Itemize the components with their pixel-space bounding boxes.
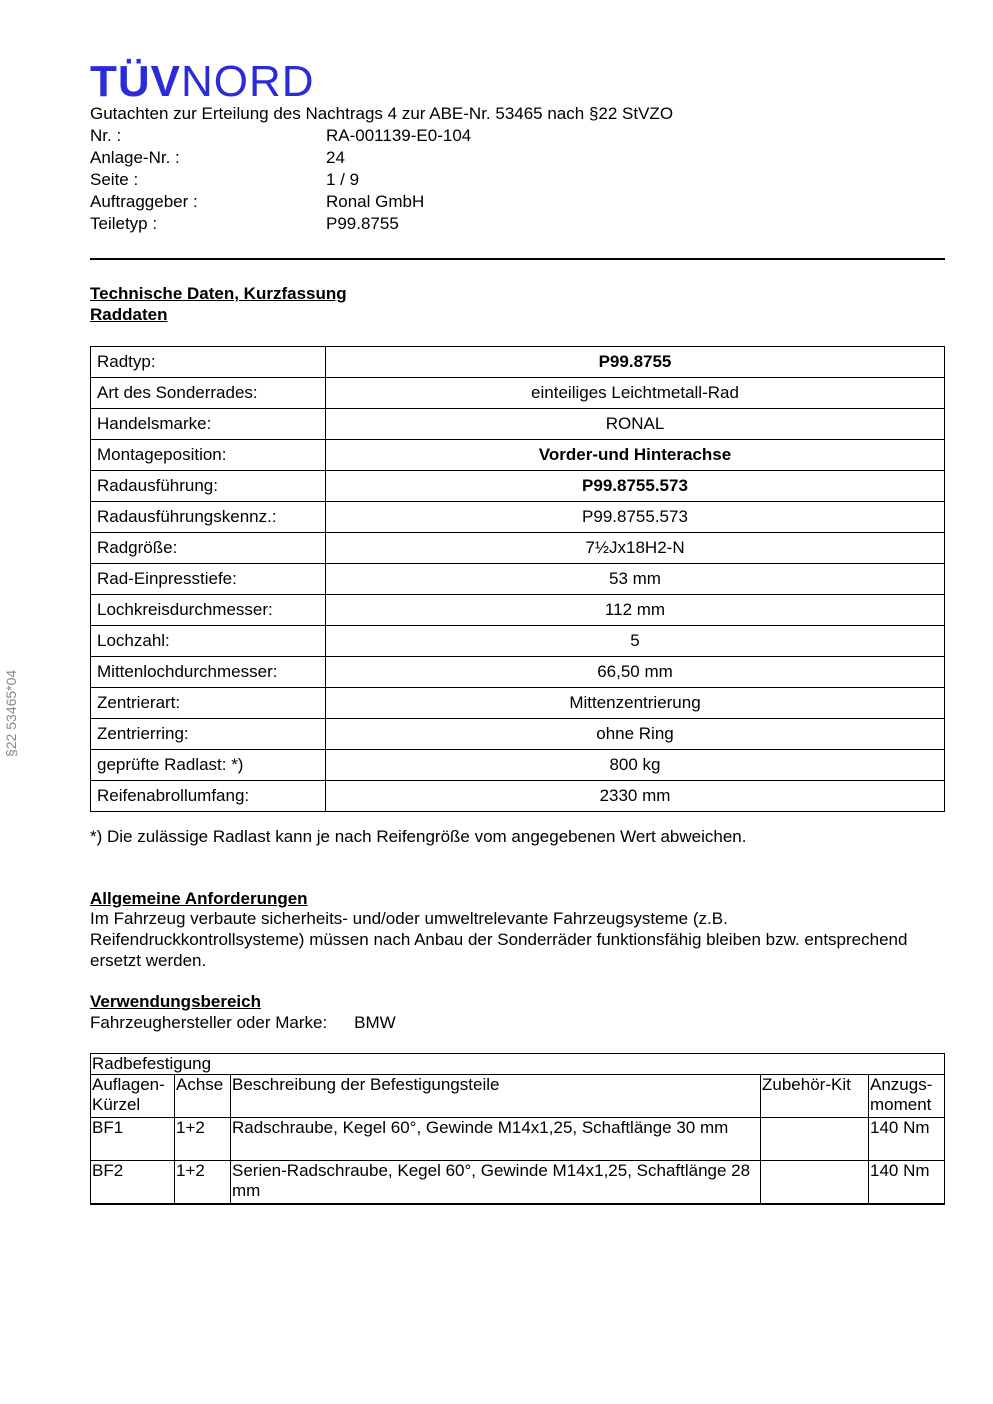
table-row: [91, 688, 945, 719]
row-value: 7½Jx18H2-N: [326, 533, 945, 564]
allgemein-text: Im Fahrzeug verbaute sicherheits- und/oder umweltrelevante Fahrzeugsysteme (z.B. Reifendruckkontrollsysteme) müssen nach Anbau der Sonderräder funktionsfähig bleiben bzw. entsprechend ersetzt werden.: [90, 909, 908, 970]
row-label: Radtyp:: [91, 347, 326, 378]
meta-row-teiletyp: [90, 213, 471, 235]
row-label: Art des Sonderrades:: [91, 378, 326, 409]
row-value: 53 mm: [326, 564, 945, 595]
hersteller-label: Fahrzeughersteller oder Marke:: [90, 1013, 328, 1032]
side-stamp: [3, 645, 23, 757]
row-label: Reifenabrollumfang:: [91, 781, 326, 812]
cell-beschreibung: Radschraube, Kegel 60°, Gewinde M14x1,25, Schaftlänge 30 mm: [231, 1118, 761, 1161]
row-value: P99.8755.573: [326, 471, 945, 502]
row-label: Handelsmarke:: [91, 409, 326, 440]
row-label: Lochkreisdurchmesser:: [91, 595, 326, 626]
row-value: P99.8755.573: [326, 502, 945, 533]
row-label: Radausführungskennz.:: [91, 502, 326, 533]
header-moment: Anzugs- moment: [869, 1075, 945, 1118]
row-label: Zentrierart:: [91, 688, 326, 719]
row-label: Zentrierring:: [91, 719, 326, 750]
meta-label: Seite :: [90, 170, 139, 189]
allgemein-heading: Allgemeine Anforderungen: [90, 889, 308, 908]
raddaten-table: [90, 346, 945, 812]
row-value: 112 mm: [326, 595, 945, 626]
table-row: [91, 750, 945, 781]
logo-tuv: TÜV: [90, 57, 181, 106]
cell-achse: 1+2: [175, 1118, 231, 1161]
table-row: [91, 471, 945, 502]
logo-nord: NORD: [181, 57, 315, 106]
header-achse: Achse: [175, 1075, 231, 1118]
meta-value: 1 / 9: [326, 170, 360, 189]
meta-row-anlage: [90, 147, 471, 169]
row-value: P99.8755: [326, 347, 945, 378]
tuv-nord-logo: [90, 57, 315, 106]
cell-moment: 140 Nm: [869, 1118, 945, 1161]
radbefestigung-title: Radbefestigung: [91, 1054, 945, 1075]
row-label: Radgröße:: [91, 533, 326, 564]
table-row: [91, 626, 945, 657]
header-kit: Zubehör-Kit: [761, 1075, 869, 1118]
header-divider: [90, 258, 945, 260]
meta-value: RA-001139-E0-104: [326, 126, 472, 145]
table-row: [91, 1118, 945, 1161]
table-row: [91, 502, 945, 533]
table-row: [91, 1161, 945, 1205]
table-row: [91, 719, 945, 750]
cell-kit: [761, 1161, 869, 1205]
cell-moment: 140 Nm: [869, 1161, 945, 1205]
row-value: Vorder-und Hinterachse: [326, 440, 945, 471]
table-row: [91, 440, 945, 471]
document-title: Gutachten zur Erteilung des Nachtrags 4 zur ABE-Nr. 53465 nach §22 StVZO: [90, 104, 674, 123]
meta-row-nr: [90, 125, 471, 147]
table-row: [91, 378, 945, 409]
meta-value: 24: [326, 148, 345, 167]
row-label: Radausführung:: [91, 471, 326, 502]
row-label: Mittenlochdurchmesser:: [91, 657, 326, 688]
row-label: Rad-Einpresstiefe:: [91, 564, 326, 595]
meta-label: Anlage-Nr. :: [90, 148, 180, 167]
row-label: Montageposition:: [91, 440, 326, 471]
row-value: ohne Ring: [326, 719, 945, 750]
row-value: 800 kg: [326, 750, 945, 781]
row-value: 66,50 mm: [326, 657, 945, 688]
cell-achse: 1+2: [175, 1161, 231, 1205]
table-row: [91, 595, 945, 626]
tech-data-heading: Technische Daten, Kurzfassung: [90, 284, 347, 303]
table-row: [91, 347, 945, 378]
table-row: [91, 409, 945, 440]
row-label: geprüfte Radlast: *): [91, 750, 326, 781]
table-row: [91, 533, 945, 564]
meta-row-auftraggeber: [90, 191, 471, 213]
row-value: einteiliges Leichtmetall-Rad: [326, 378, 945, 409]
cell-kuerzel: BF2: [91, 1161, 175, 1205]
header-meta: [90, 125, 471, 235]
meta-value: P99.8755: [326, 214, 399, 233]
header-beschreibung: Beschreibung der Befestigungsteile: [231, 1075, 761, 1118]
radbefestigung-title-row: [91, 1054, 945, 1075]
footnote: *) Die zulässige Radlast kann je nach Reifengröße vom angegebenen Wert abweichen.: [90, 827, 747, 846]
row-value: RONAL: [326, 409, 945, 440]
hersteller-line: [90, 1012, 396, 1033]
radbefestigung-header-row: [91, 1075, 945, 1118]
table-row: [91, 564, 945, 595]
meta-label: Teiletyp :: [90, 214, 158, 233]
row-value: 5: [326, 626, 945, 657]
table-row: [91, 657, 945, 688]
raddaten-heading: Raddaten: [90, 305, 168, 324]
meta-row-seite: [90, 169, 471, 191]
verwendung-heading: Verwendungsbereich: [90, 992, 261, 1011]
radbefestigung-table: [90, 1053, 945, 1205]
cell-kuerzel: BF1: [91, 1118, 175, 1161]
meta-label: Auftraggeber :: [90, 192, 198, 211]
hersteller-value: BMW: [354, 1013, 396, 1032]
meta-value: Ronal GmbH: [326, 192, 425, 211]
side-stamp-text: §22 53465*04: [3, 669, 19, 757]
header-kuerzel: Auflagen- Kürzel: [91, 1075, 175, 1118]
row-value: 2330 mm: [326, 781, 945, 812]
row-label: Lochzahl:: [91, 626, 326, 657]
cell-beschreibung: Serien-Radschraube, Kegel 60°, Gewinde M14x1,25, Schaftlänge 28 mm: [231, 1161, 761, 1205]
row-value: Mittenzentrierung: [326, 688, 945, 719]
meta-label: Nr. :: [90, 126, 122, 145]
table-row: [91, 781, 945, 812]
cell-kit: [761, 1118, 869, 1161]
